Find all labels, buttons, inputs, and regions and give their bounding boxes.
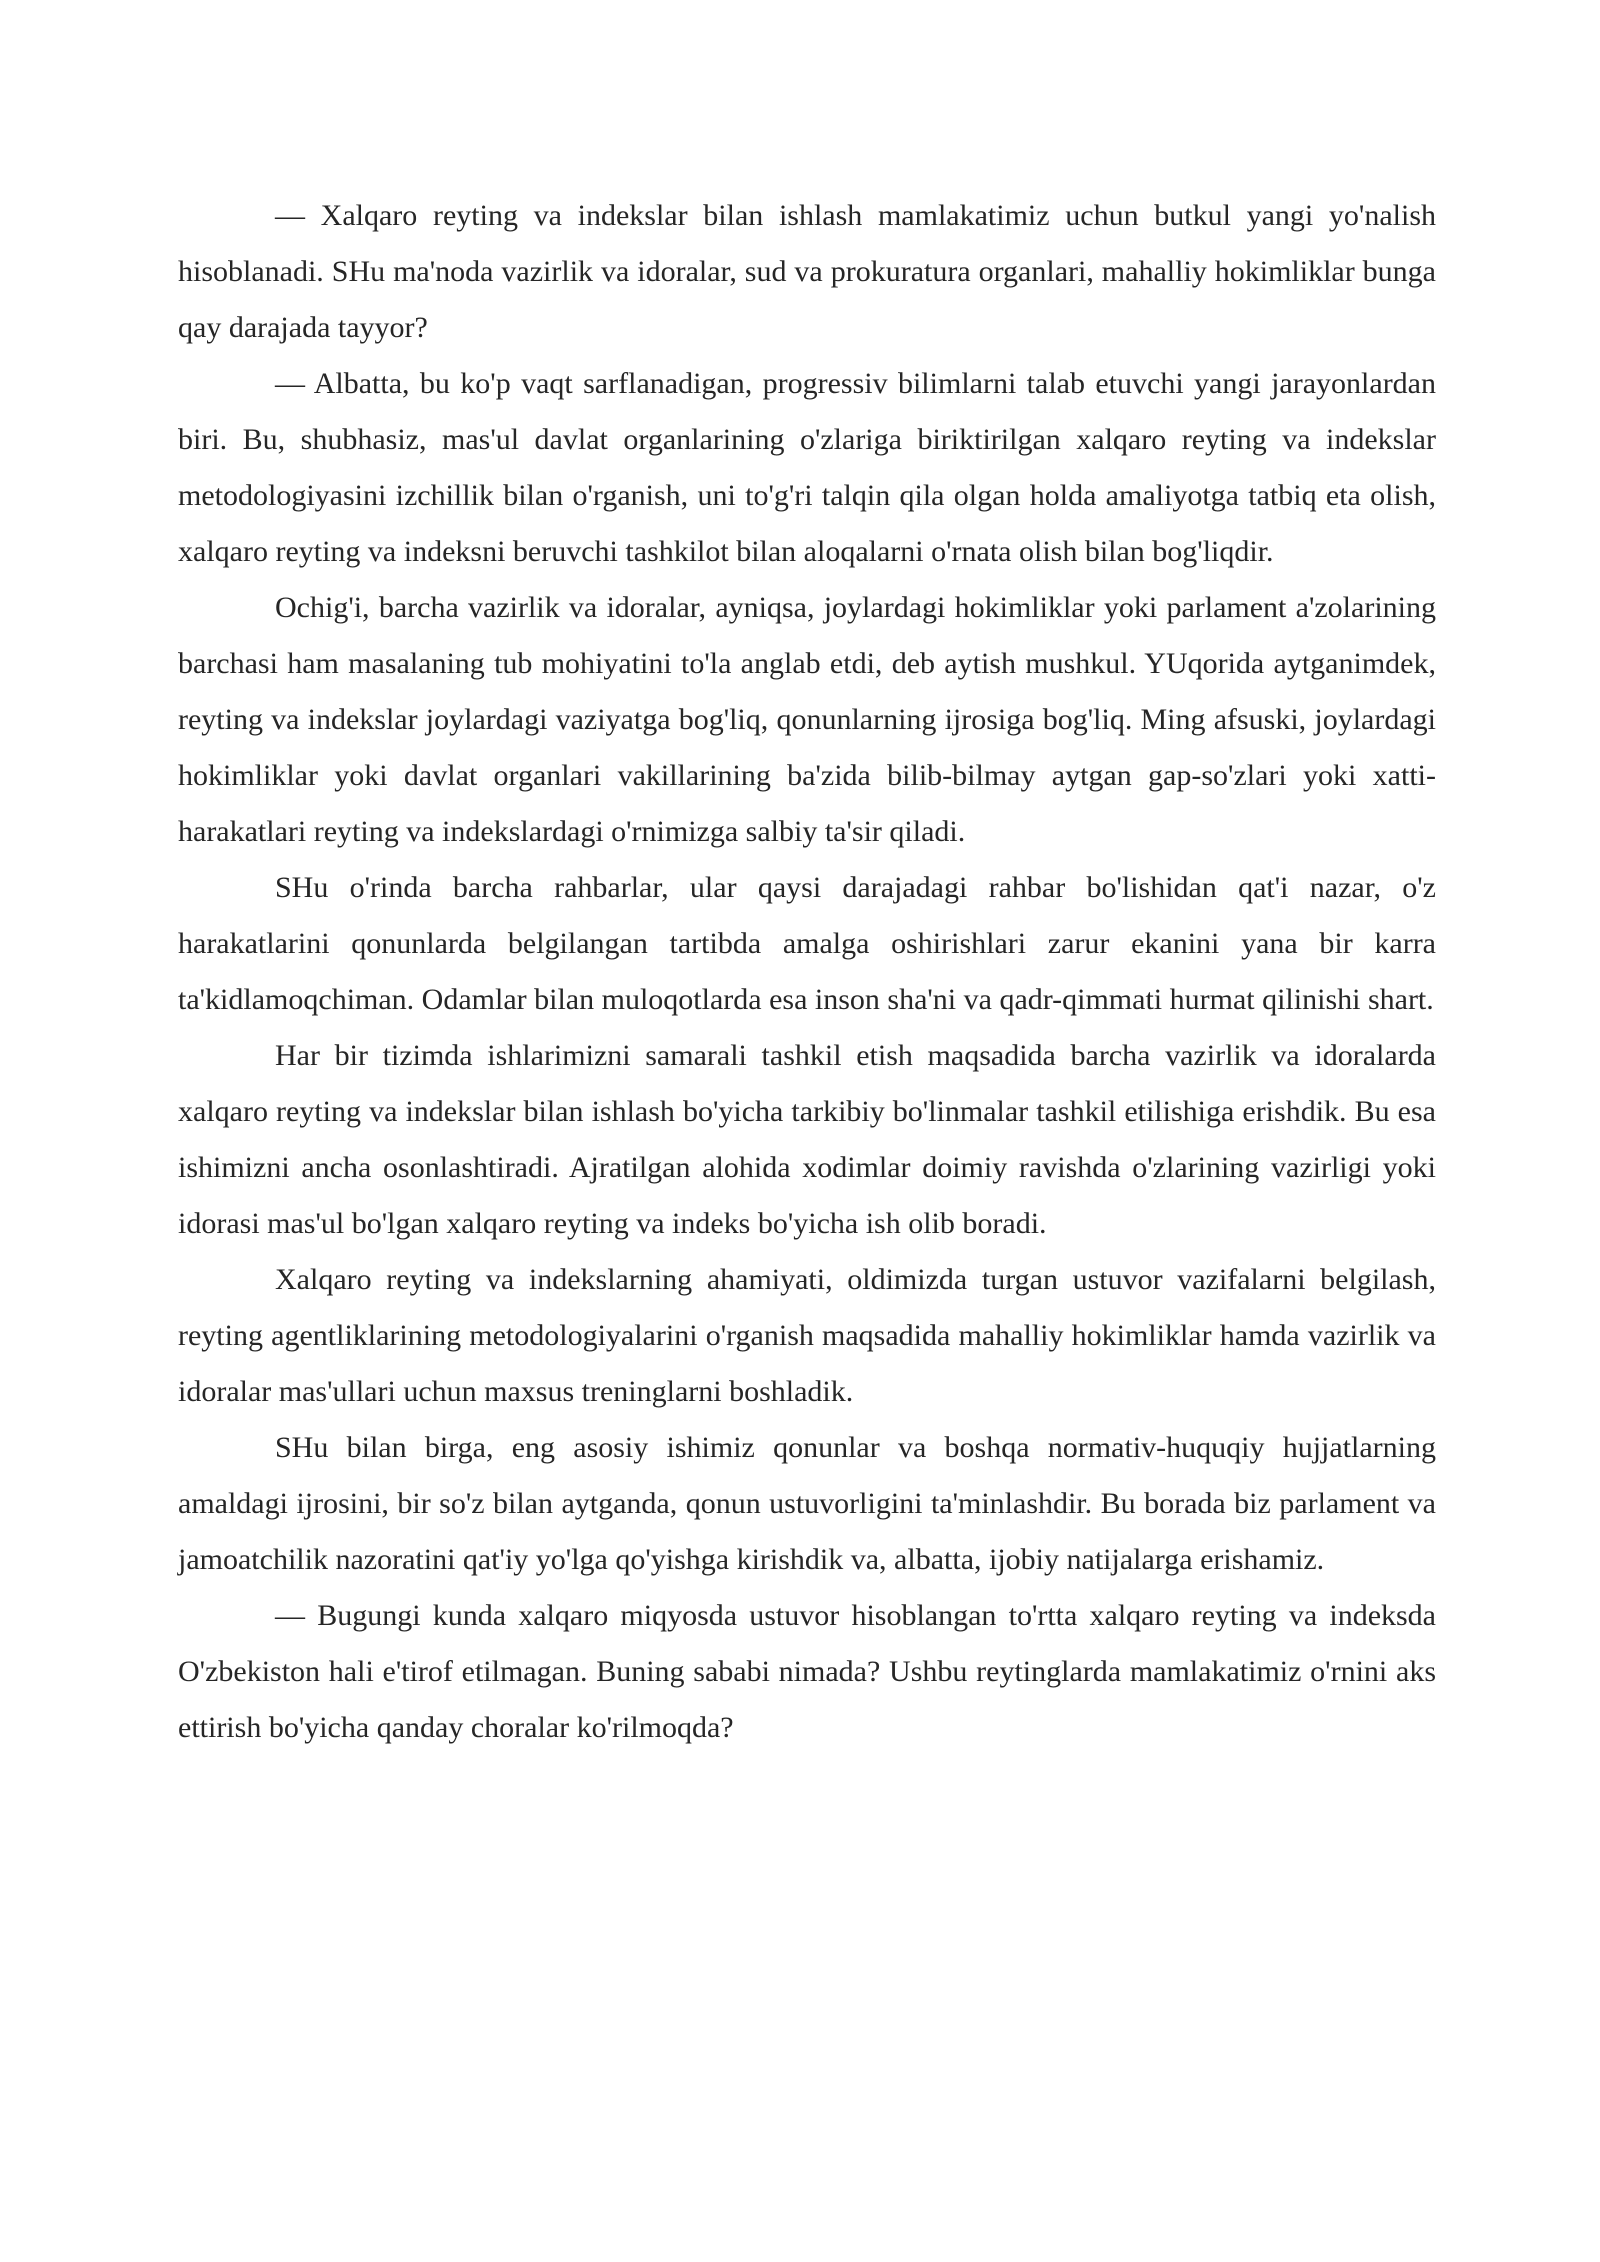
paragraph-openness: Ochig'i, barcha vazirlik va idoralar, ayniqsa, joylardagi hokimliklar yoki parlament a'zolarining barchasi ham masalaning tub mohiyatini to'la anglab etdi, deb aytish mushkul. YUqorida aytganimdek, reyting va indekslar joylardagi vaziyatga bog'liq, qonunlarning ijrosiga bog'liq. Ming afsuski, joylardagi hokimliklar yoki davlat organlari vakillarining ba'zida bilib-bilmay aytgan gap-so'zlari yoki xatti-harakatlari reyting va indekslardagi o'rnimizga salbiy ta'sir qiladi. (178, 591, 1436, 848)
paragraph-question-1: — Xalqaro reyting va indekslar bilan ishlash mamlakatimiz uchun butkul yangi yo'nalish hisoblanadi. SHu ma'noda vazirlik va idoralar, sud va prokuratura organlari, mahalliy hokimliklar bunga qay darajada tayyor? (178, 199, 1436, 344)
paragraph-answer-1: — Albatta, bu ko'p vaqt sarflanadigan, progressiv bilimlarni talab etuvchi yangi jarayonlardan biri. Bu, shubhasiz, mas'ul davlat organlarining o'zlariga biriktirilgan xalqaro reyting va indekslar metodologiyasini izchillik bilan o'rganish, uni to'g'ri talqin qila olgan holda amaliyotga tatbiq eta olish, xalqaro reyting va indeksni beruvchi tashkilot bilan aloqalarni o'rnata olish bilan bog'liqdir. (178, 367, 1436, 568)
paragraph-rule-of-law: SHu bilan birga, eng asosiy ishimiz qonunlar va boshqa normativ-huquqiy hujjatlarning amaldagi ijrosini, bir so'z bilan aytganda, qonun ustuvorligini ta'minlashdir. Bu borada biz parlament va jamoatchilik nazoratini qat'iy yo'lga qo'yishga kirishdik va, albatta, ijobiy natijalarga erishamiz. (178, 1431, 1436, 1576)
document-page (178, 188, 1436, 1756)
paragraph-leaders: SHu o'rinda barcha rahbarlar, ular qaysi darajadagi rahbar bo'lishidan qat'i nazar, o'z harakatlarini qonunlarda belgilangan tartibda amalga oshirishlari zarur ekanini yana bir karra ta'kidlamoqchiman. Odamlar bilan muloqotlarda esa inson sha'ni va qadr-qimmati hurmat qilinishi shart. (178, 871, 1436, 1016)
paragraph-structural-units: Har bir tizimda ishlarimizni samarali tashkil etish maqsadida barcha vazirlik va idoralarda xalqaro reyting va indekslar bilan ishlash bo'yicha tarkibiy bo'linmalar tashkil etilishiga erishdik. Bu esa ishimizni ancha osonlashtiradi. Ajratilgan alohida xodimlar doimiy ravishda o'zlarining vazirligi yoki idorasi mas'ul bo'lgan xalqaro reyting va indeks bo'yicha ish olib boradi. (178, 1039, 1436, 1240)
paragraph-trainings: Xalqaro reyting va indekslarning ahamiyati, oldimizda turgan ustuvor vazifalarni belgilash, reyting agentliklarining metodologiyalarini o'rganish maqsadida mahalliy hokimliklar hamda vazirlik va idoralar mas'ullari uchun maxsus treninglarni boshladik. (178, 1263, 1436, 1408)
paragraph-question-2: — Bugungi kunda xalqaro miqyosda ustuvor hisoblangan to'rtta xalqaro reyting va indeksda O'zbekiston hali e'tirof etilmagan. Buning sababi nimada? Ushbu reytinglarda mamlakatimiz o'rnini aks ettirish bo'yicha qanday choralar ko'rilmoqda? (178, 1599, 1436, 1744)
